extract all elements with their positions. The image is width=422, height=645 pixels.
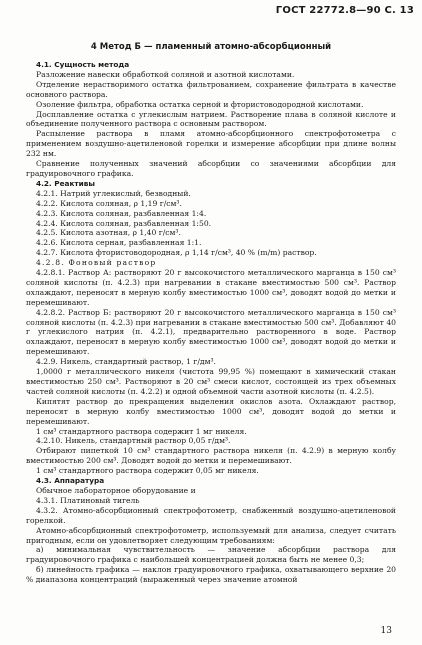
paragraph: Отбирают пипеткой 10 см³ стандартного раствора никеля (п. 4.2.9) в мерную колбу вместимостью 200 см³. Доводят водой до метки и перемешивают. bbox=[26, 446, 396, 466]
paragraph: 1 см³ стандартного раствора содержит 1 мг никеля. bbox=[36, 426, 247, 436]
paragraph: Атомно-абсорбционный спектрофотометр, используемый для анализа, следует считать пригодным, если он удовлетворяет следующим требованиям: bbox=[26, 525, 396, 545]
paragraph: 1,0000 г металлического никеля (чистота 99,95 %) помещают в химический стакан вместимостью 250 см³. Растворяют в 20 см³ смеси кислот, состоящей из трех объемных частей соляной кислоты (п. 4.2.2) и одной объемной части азотной кислоты (п. 4.2.5). bbox=[26, 367, 396, 396]
paragraph: а) минимальная чувствительность — значение абсорбции раствора для градуировочного графика с наибольшей концентрацией должна быть не менее 0,3; bbox=[26, 545, 396, 565]
paragraph: 4.2.8.1. Раствор А: растворяют 20 г высокочистого металлического марганца в 150 см³ соляной кислоты (п. 4.2.3) при нагревании в стакане вместимостью 500 см³. Раствор охлаждают, переносят в мерную колбу вместимостью 1000 см³, доводят водой до метки и перемешивают. bbox=[26, 268, 396, 307]
paragraph: Разложение навески обработкой соляной и азотной кислотами. bbox=[36, 69, 295, 79]
paragraph: 4.2.8.2. Раствор Б: растворяют 20 г высокочистого металлического марганца в 150 см³ соляной кислоты (п. 4.2.3) при нагревании в стакане вместимостью 500 см³. Добавляют 40 г углекислого натрия (п. 4.2.1), предварительно растворенного в воде. Раствор охлаждают, переносят в мерную колбу вместимостью 1000 см³, доводят водой до метки и перемешивают. bbox=[26, 307, 396, 357]
subsection-heading: 4.2. Реактивы bbox=[36, 178, 95, 188]
paragraph: Распыление раствора в пламя атомно-абсорбционного спектрофотометра с применением воздушно-ацетиленовой горелки и измерение абсорбции при длине волны 232 нм. bbox=[26, 129, 396, 159]
list-item: 4.2.4. Кислота соляная, разбавленная 1:50. bbox=[36, 218, 212, 228]
paragraph: Сравнение полученных значений абсорбции со значениями абсорбции для градуировочного графика. bbox=[26, 159, 396, 178]
document-body bbox=[26, 60, 396, 585]
paragraph: Отделение нерастворимого остатка фильтрованием, сохранение фильтрата в качестве основного раствора. bbox=[26, 79, 396, 99]
paragraph: Обычное лабораторное оборудование и bbox=[36, 485, 196, 495]
paragraph: 4.2.9. Никель, стандартный раствор, 1 г/дм³. bbox=[36, 357, 216, 367]
list-item: 4.2.1. Натрий углекислый, безводный. bbox=[36, 188, 191, 198]
subsection-heading: 4.2.8. Фоновый раствор bbox=[36, 258, 157, 268]
list-item: 4.3.1. Платиновый тигель bbox=[36, 495, 140, 505]
paragraph: Кипятят раствор до прекращения выделения окислов азота. Охлаждают раствор, переносят в мерную колбу вместимостью 1000 см³, доводят водой до метки и перемешивают. bbox=[26, 396, 396, 426]
paragraph: 1 см³ стандартного раствора содержит 0,05 мг никеля. bbox=[36, 466, 259, 476]
page-header: ГОСТ 22772.8—90 С. 13 bbox=[275, 5, 414, 16]
subsection-heading: 4.3. Аппаратура bbox=[36, 476, 105, 486]
list-item: 4.2.10. Никель, стандартный раствор 0,05 г/дм³. bbox=[36, 436, 231, 446]
page-number: 13 bbox=[380, 626, 392, 636]
section-title: 4 Метод Б — пламенный атомно-абсорбционный bbox=[90, 42, 332, 52]
list-item: 4.2.2. Кислота соляная, ρ 1,19 г/см³. bbox=[36, 198, 182, 208]
paragraph: б) линейность графика — наклон градуировочного графика, охватывающего верхние 20 % диапазона концентраций (выраженный через значение атомной bbox=[26, 565, 396, 585]
subsection-heading: 4.1. Сущность метода bbox=[36, 60, 130, 69]
list-item: 4.2.6. Кислота серная, разбавленная 1:1. bbox=[36, 238, 202, 248]
paragraph: Озоление фильтра, обработка остатка серной и фтористоводородной кислотами. bbox=[36, 99, 364, 109]
list-item: 4.2.7. Кислота фтористоводородная, ρ 1,14 г/см³, 40 % (m/m) раствор. bbox=[36, 248, 317, 258]
paragraph: Досплавление остатка с углекислым натрием. Растворение плава в соляной кислоте и объединение полученного раствора с основным раствором. bbox=[26, 109, 396, 129]
list-item: 4.3.2. Атомно-абсорбционный спектрофотометр, снабженный воздушно-ацетиленовой горелкой. bbox=[26, 505, 396, 525]
list-item: 4.2.5. Кислота азотная, ρ 1,40 г/см³. bbox=[36, 228, 181, 238]
list-item: 4.2.3. Кислота соляная, разбавленная 1:4. bbox=[36, 208, 207, 218]
